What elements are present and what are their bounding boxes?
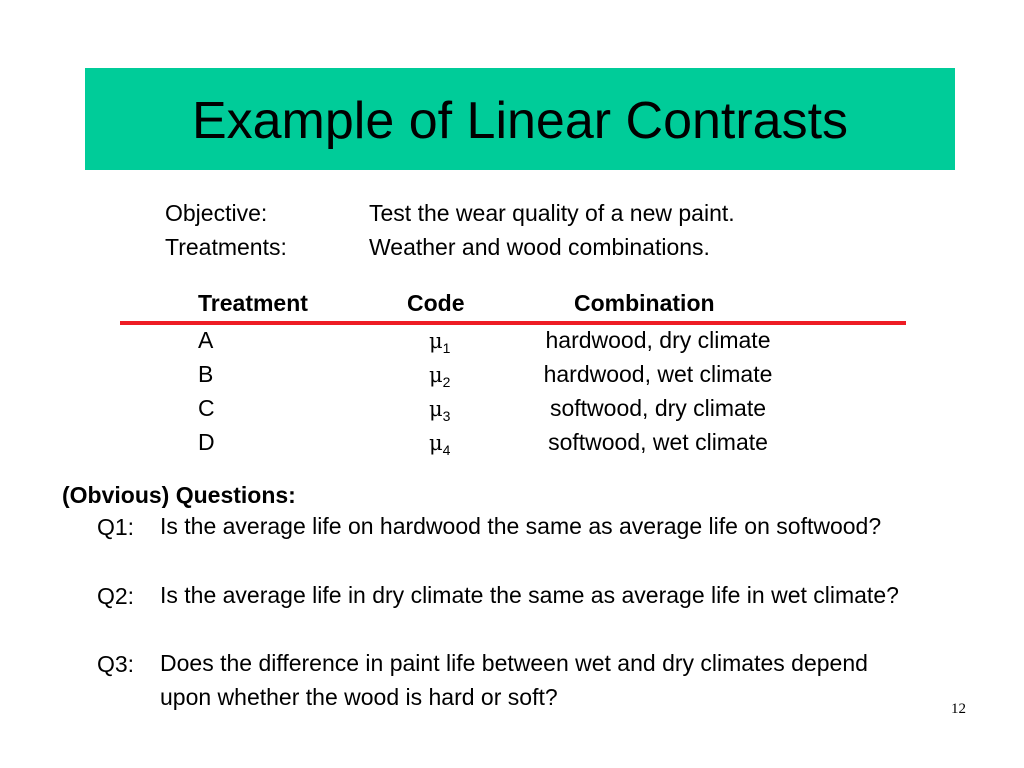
questions-heading: (Obvious) Questions: — [62, 482, 296, 508]
code-cell — [429, 431, 451, 458]
code-cell — [429, 363, 451, 390]
q3-text: Does the difference in paint life between wet and dry climates depend upon whether the wood is hard or soft? — [160, 650, 868, 710]
q1-label: Q1: — [97, 514, 135, 540]
combination-cell: softwood, dry climate — [549, 395, 767, 421]
mu-symbol: μ — [429, 363, 443, 387]
code-subscript: 1 — [442, 340, 451, 356]
mu-symbol: μ — [429, 329, 443, 353]
treatment-cell: B — [198, 361, 214, 387]
header-divider — [120, 321, 906, 325]
q2-label: Q2: — [97, 583, 135, 609]
code-cell — [429, 329, 451, 356]
treatment-cell: A — [198, 327, 214, 353]
header-treatment: Treatment — [198, 290, 308, 316]
mu-symbol: μ — [429, 431, 443, 455]
page-number: 12 — [951, 701, 966, 717]
header-combination: Combination — [574, 290, 715, 316]
treatment-cell: C — [198, 395, 215, 421]
combination-cell: hardwood, dry climate — [545, 327, 771, 353]
q1-text: Is the average life on hardwood the same as average life on softwood? — [160, 513, 882, 539]
objective-value: Test the wear quality of a new paint. — [369, 200, 735, 226]
slide-title: Example of Linear Contrasts — [191, 92, 849, 150]
code-cell — [429, 397, 451, 424]
title-banner — [85, 68, 955, 170]
objective-label: Objective: — [165, 200, 268, 226]
code-subscript: 2 — [442, 374, 451, 390]
combination-cell: hardwood, wet climate — [543, 361, 773, 387]
treatments-value: Weather and wood combinations. — [369, 234, 710, 260]
code-subscript: 3 — [442, 408, 451, 424]
code-subscript: 4 — [442, 442, 451, 458]
header-code: Code — [407, 290, 465, 316]
mu-symbol: μ — [429, 397, 443, 421]
treatments-label: Treatments: — [165, 234, 287, 260]
treatment-cell: D — [198, 429, 215, 455]
q3-label: Q3: — [97, 651, 135, 677]
q2-text: Is the average life in dry climate the same as average life in wet climate? — [160, 582, 899, 608]
combination-cell: softwood, wet climate — [548, 429, 768, 455]
